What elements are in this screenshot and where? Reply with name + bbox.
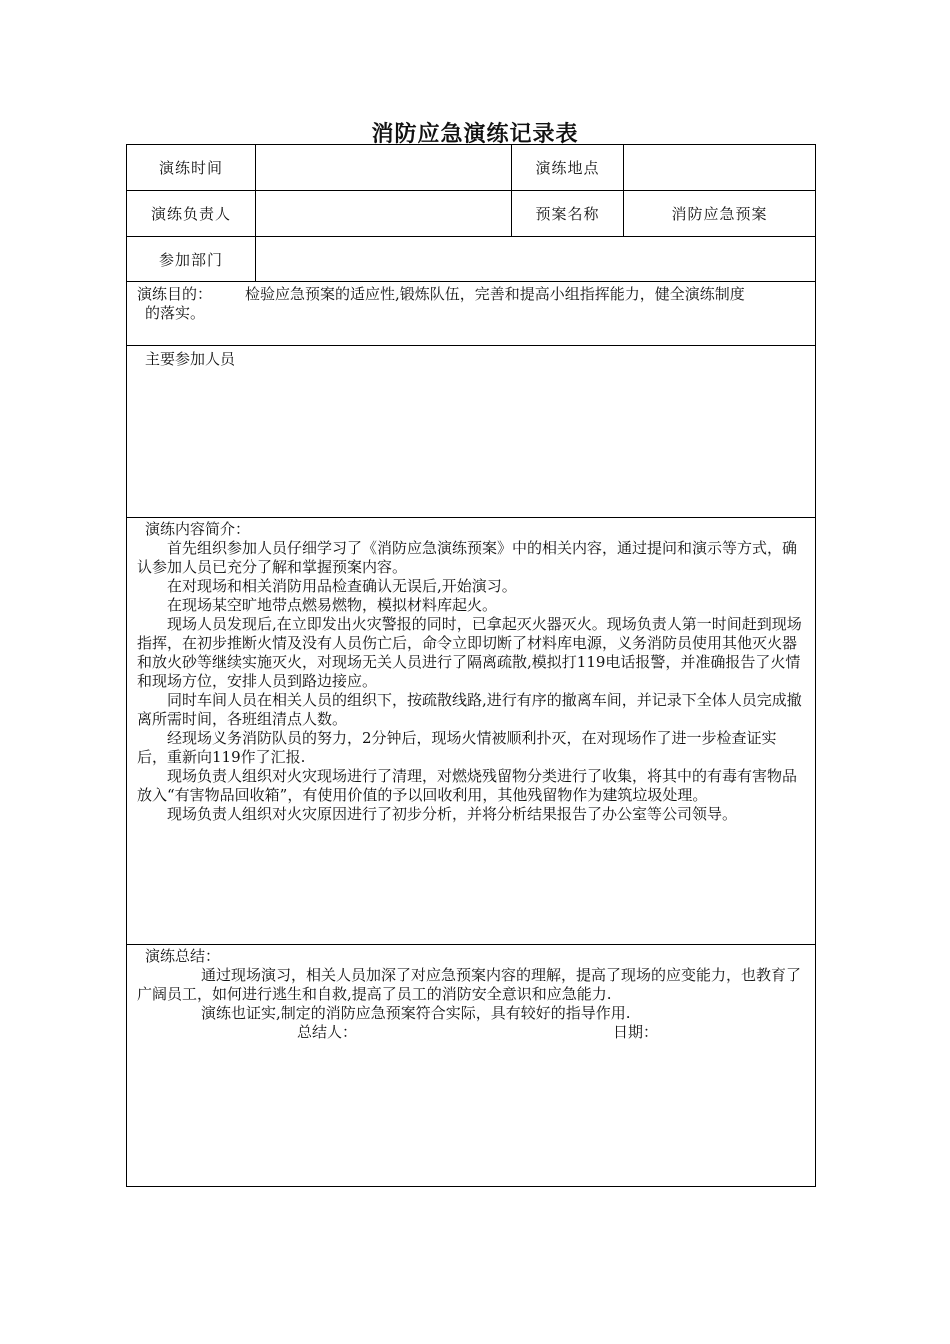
purpose-text-line1: 检验应急预案的适应性,锻炼队伍，完善和提高小组指挥能力，健全演练制度 (245, 285, 745, 303)
row-purpose (127, 282, 815, 346)
summary-label: 演练总结： (145, 947, 221, 965)
content-paragraph: 现场人员发现后,在立即发出火灾警报的同时，已拿起灭火器灭火。现场负责人第一时间赶到现场指挥，在初步推断火情及没有人员伤亡后，命令立即切断了材料库电源，义务消防员使用其他灭火器和放火砂等继续实施灭火，对现场无关人员进行了隔离疏散,模拟打119电话报警，并准确报告了火情和现场方位，安排人员到路边接应。 (137, 615, 802, 690)
plan-value: 消防应急预案 (623, 191, 815, 236)
content-block (137, 520, 805, 824)
row-leader-plan (127, 191, 815, 237)
content-paragraph: 经现场义务消防队员的努力，2分钟后，现场火情被顺利扑灭，在对现场作了进一步检查证实后，重新向119作了汇报. (137, 729, 777, 766)
leader-value-field[interactable] (255, 191, 511, 236)
content-paragraph: 同时车间人员在相关人员的组织下，按疏散线路,进行有序的撤离车间，并记录下全体人员完成撤离所需时间，各班组清点人数。 (137, 691, 802, 728)
dept-value-field[interactable] (255, 237, 815, 281)
place-value-field[interactable] (623, 145, 815, 190)
place-label: 演练地点 (511, 145, 623, 190)
participants-label: 主要参加人员 (145, 350, 236, 368)
content-paragraph: 在对现场和相关消防用品检查确认无误后,开始演习。 (167, 577, 517, 595)
row-content (127, 518, 815, 945)
dept-label: 参加部门 (158, 250, 223, 269)
signature-line (137, 1023, 805, 1042)
purpose-label: 演练目的： (137, 285, 213, 303)
content-paragraph: 首先组织参加人员仔细学习了《消防应急演练预案》中的相关内容，通过提问和演示等方式，确认参加人员已充分了解和掌握预案内容。 (137, 539, 798, 576)
summary-paragraph: 通过现场演习，相关人员加深了对应急预案内容的理解，提高了现场的应变能力，也教育了广阔员工，如何进行逃生和自救,提高了员工的消防安全意识和应急能力. (137, 966, 802, 1003)
purpose-block (137, 285, 805, 323)
content-label: 演练内容简介： (145, 520, 251, 538)
summary-paragraph: 演练也证实,制定的消防应急预案符合实际，具有较好的指导作用. (201, 1004, 631, 1022)
date-label: 日期： (613, 1023, 659, 1041)
row-departments (127, 237, 815, 282)
purpose-text-line2: 的落实。 (145, 304, 206, 322)
row-summary (127, 945, 815, 1186)
summary-block (137, 947, 805, 1042)
document-title: 消防应急演练记录表 (371, 121, 579, 147)
row-time-place (127, 145, 815, 191)
plan-label: 预案名称 (511, 191, 623, 236)
signer-label: 总结人： (297, 1023, 358, 1041)
leader-label: 演练负责人 (150, 205, 231, 223)
time-label: 演练时间 (158, 159, 223, 177)
content-paragraph: 现场负责人组织对火灾原因进行了初步分析，并将分析结果报告了办公室等公司领导。 (167, 805, 738, 823)
time-value-field[interactable] (255, 145, 511, 190)
row-participants (127, 346, 815, 518)
content-paragraph: 现场负责人组织对火灾现场进行了清理，对燃烧残留物分类进行了收集，将其中的有毒有害物品放入“有害物品回收箱”，有使用价值的予以回收利用，其他残留物作为建筑垃圾处理。 (137, 767, 798, 804)
content-paragraph: 在现场某空旷地带点燃易燃物，模拟材料库起火。 (167, 596, 498, 614)
drill-record-form (126, 144, 816, 1187)
